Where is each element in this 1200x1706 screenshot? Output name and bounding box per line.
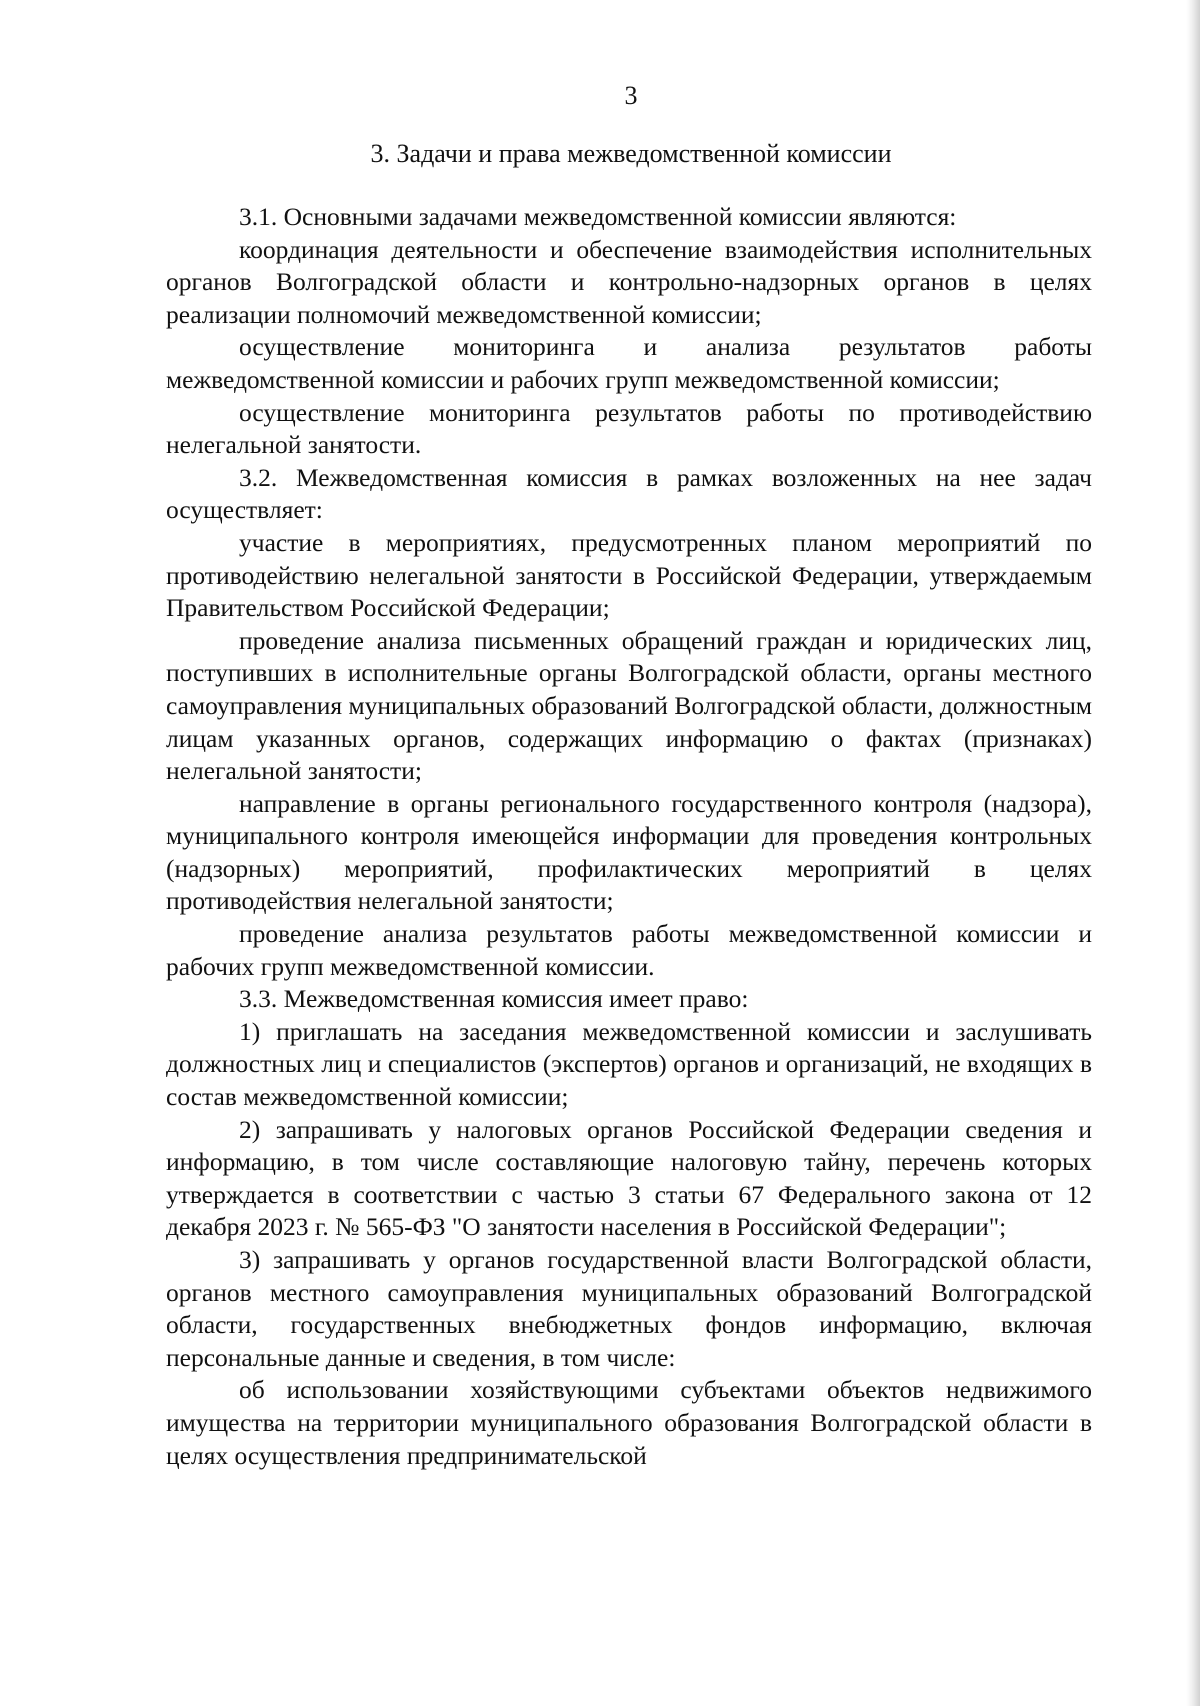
paragraph-referral: направление в органы регионального государственного контроля (надзора), муниципального контроля имеющейся информации для проведения контрольных (надзорных) мероприятий, профилактических мероприятий в целях противодействия нелегальной занятости; (166, 788, 1092, 916)
section-heading: 3. Задачи и права межведомственной комиссии (370, 139, 892, 168)
paragraph-3-3: 3.3. Межведомственная комиссия имеет право: (239, 984, 749, 1014)
page-number: 3 (624, 81, 638, 110)
paragraph-right-2: 2) запрашивать у налоговых органов Российской Федерации сведения и информацию, в том числе составляющие налоговую тайну, перечень которых утверждается в соответствии с частью 3 статьи 67 Федерального закона от 12 декабря 2023 г. № 565-ФЗ "О занятости населения в Российской Федерации"; (166, 1114, 1092, 1242)
body-text (166, 201, 1092, 1472)
paragraph-3-2: 3.2. Межведомственная комиссия в рамках возложенных на нее задач осуществляет: (166, 462, 1092, 525)
scan-edge-shadow (1186, 0, 1200, 1706)
paragraph-monitoring-results: осуществление мониторинга результатов работы по противодействию нелегальной занятости. (166, 397, 1092, 460)
paragraph-coordination: координация деятельности и обеспечение взаимодействия исполнительных органов Волгоградской области и контрольно-надзорных органов в целях реализации полномочий межведомственной комиссии; (166, 234, 1092, 329)
paragraph-right-1: 1) приглашать на заседания межведомственной комиссии и заслушивать должностных лиц и специалистов (экспертов) органов и организаций, не входящих в состав межведомственной комиссии; (166, 1016, 1092, 1112)
paragraph-participation: участие в мероприятиях, предусмотренных планом мероприятий по противодействию нелегальной занятости в Российской Федерации, утверждаемым Правительством Российской Федерации; (166, 527, 1092, 623)
paragraph-real-estate: об использовании хозяйствующими субъектами объектов недвижимого имущества на территории муниципального образования Волгоградской области в целях осуществления предпринимательской (166, 1375, 1092, 1470)
paragraph-right-3: 3) запрашивать у органов государственной власти Волгоградской области, органов местного самоуправления муниципальных образований Волгоградской области, государственных внебюджетных фондов информацию, включая персональные данные и сведения, в том числе: (166, 1245, 1092, 1372)
paragraph-appeals-analysis: проведение анализа письменных обращений граждан и юридических лиц, поступивших в исполнительные органы Волгоградской области, органы местного самоуправления муниципальных образований Волгоградской области, должностным лицам указанных органов, содержащих информацию о фактах (признаках) нелегальной занятости; (166, 625, 1092, 786)
paragraph-monitoring-analysis: осуществление мониторинга и анализа результатов работы межведомственной комиссии и рабочих групп межведомственной комиссии; (166, 332, 1092, 394)
paragraph-3-1: 3.1. Основными задачами межведомственной комиссии являются: (239, 202, 957, 231)
paragraph-results-analysis: проведение анализа результатов работы межведомственной комиссии и рабочих групп межведомственной комиссии. (166, 919, 1092, 981)
